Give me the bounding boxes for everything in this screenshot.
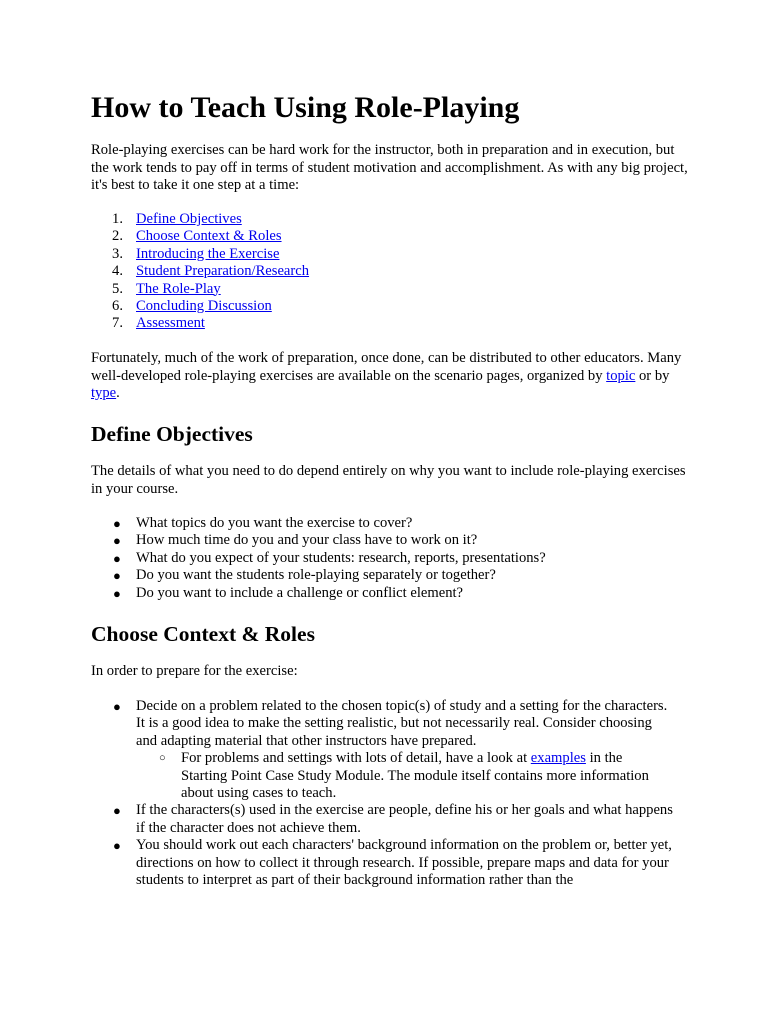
bullet-text: You should work out each characters' background information on the problem or, better yet, directions on how to collect it through research. If possible, prepare maps and data for your students to interpret as part of their background information rather than the xyxy=(136,837,672,888)
bullet-text: Decide on a problem related to the chosen topic(s) of study and a setting for the characters. It is a good idea to make the setting realistic, but not necessarily real. Consider choosing and adapting material that other instructors have prepared. xyxy=(136,698,668,749)
fortunately-paragraph xyxy=(91,350,691,403)
circle-bullet-icon: ○ xyxy=(159,752,166,765)
step-link-student-preparation[interactable]: Student Preparation/Research xyxy=(136,263,310,280)
type-link[interactable]: type xyxy=(91,385,117,402)
examples-link[interactable]: examples xyxy=(530,750,586,767)
fortunately-text-middle: or by xyxy=(635,367,670,384)
bullet-icon: ● xyxy=(113,533,121,549)
choose-context-intro: In order to prepare for the exercise: xyxy=(91,663,298,679)
define-objectives-intro: The details of what you need to do depend entirely on why you want to include role-playing exercises in your course. xyxy=(91,463,686,497)
bullet-text: What do you expect of your students: research, reports, presentations? xyxy=(136,549,546,566)
bullet-icon: ● xyxy=(113,568,121,584)
topic-link[interactable]: topic xyxy=(606,367,636,384)
step-link-assessment[interactable]: Assessment xyxy=(136,315,205,332)
list-number: 6. xyxy=(112,298,123,314)
bullet-text: If the characters(s) used in the exercise are people, define his or her goals and what happens if the character does not achieve them. xyxy=(136,802,673,836)
bullet-icon: ● xyxy=(113,585,121,601)
bullet-text: How much time do you and your class have to work on it? xyxy=(136,532,478,549)
step-link-role-play[interactable]: The Role-Play xyxy=(136,280,221,297)
list-number: 3. xyxy=(112,245,123,262)
bullet-text: Do you want to include a challenge or conflict element? xyxy=(136,584,464,601)
step-link-define-objectives[interactable]: Define Objectives xyxy=(136,211,242,227)
list-number: 4. xyxy=(112,263,123,280)
sub-text-before: For problems and settings with lots of detail, have a look at xyxy=(181,750,531,767)
bullet-icon: ● xyxy=(113,838,121,854)
step-link-concluding-discussion[interactable]: Concluding Discussion xyxy=(136,298,272,314)
list-number: 2. xyxy=(112,228,123,245)
list-number: 7. xyxy=(112,315,123,332)
fortunately-text-end: . xyxy=(116,385,120,402)
bullet-text: Do you want the students role-playing separately or together? xyxy=(136,567,496,584)
fortunately-text: Fortunately, much of the work of preparation, once done, can be distributed to other educators. Many well-developed role-playing exercises are available on the scenario pages, organized by xyxy=(91,350,682,384)
intro-paragraph: Role-playing exercises can be hard work for the instructor, both in preparation and in execution, but the work tends to pay off in terms of student motivation and accomplishment. As with any big project, it's best to take it one step at a time: xyxy=(91,142,688,194)
section-heading-define-objectives: Define Objectives xyxy=(91,422,253,446)
bullet-icon: ● xyxy=(113,803,121,819)
bullet-icon: ● xyxy=(113,516,121,531)
section-heading-choose-context: Choose Context & Roles xyxy=(91,622,315,646)
step-link-choose-context[interactable]: Choose Context & Roles xyxy=(136,228,282,245)
list-number: 1. xyxy=(112,211,123,227)
bullet-icon: ● xyxy=(113,550,121,566)
step-link-introducing-exercise[interactable]: Introducing the Exercise xyxy=(136,245,280,262)
sub-bullet-text xyxy=(181,750,671,802)
sub-text-after: in the Starting Point Case Study Module. The module itself contains more information about using cases to teach. xyxy=(181,750,649,801)
list-number: 5. xyxy=(112,280,123,297)
bullet-text: What topics do you want the exercise to cover? xyxy=(136,515,413,531)
bullet-icon: ● xyxy=(113,699,121,714)
page-title: How to Teach Using Role-Playing xyxy=(91,91,520,124)
